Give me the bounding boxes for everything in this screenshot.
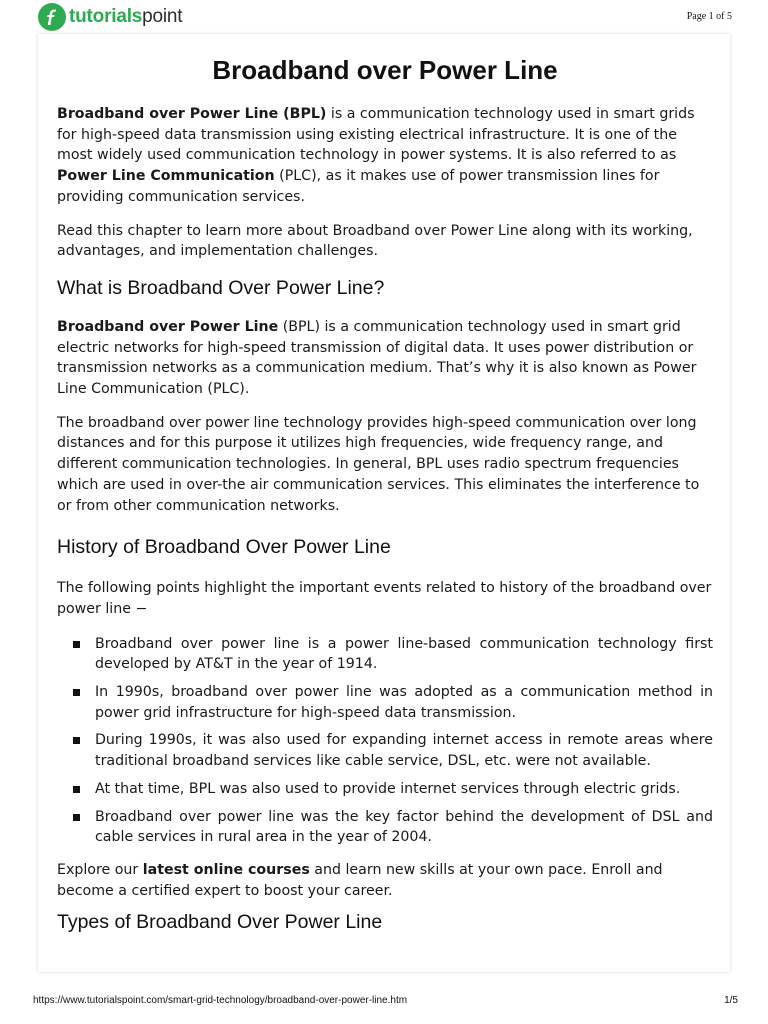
logo-suffix: point xyxy=(142,6,183,27)
square-bullet-icon xyxy=(73,689,80,696)
article-content xyxy=(57,34,713,951)
document-page xyxy=(38,34,730,972)
list-item-text: In 1990s, broadband over power line was adopted as a communication method in power grid infrastructure for high-speed data transmission. xyxy=(95,684,713,721)
footer-url: https://www.tutorialspoint.com/smart-grid-technology/broadband-over-power-line.htm xyxy=(33,995,408,1006)
history-list xyxy=(57,634,713,848)
tutorialspoint-logo[interactable] xyxy=(38,3,182,31)
what-is-paragraph-1 xyxy=(57,317,713,400)
intro-bold-plc: Power Line Communication xyxy=(57,168,275,185)
history-intro: The following points highlight the important events related to history of the broadband over power line − xyxy=(57,580,712,617)
promo-text-1: Explore our xyxy=(57,861,143,878)
latest-courses-link[interactable]: latest online courses xyxy=(142,861,310,878)
logo-text xyxy=(69,6,182,28)
list-item xyxy=(57,682,713,723)
square-bullet-icon xyxy=(73,786,80,793)
intro-text-1: is a communication technology used in smart grids for high-speed data transmission using existing electrical infrastructure. It is one of the most widely used communication technology in power systems. It is also referred to as xyxy=(57,106,695,164)
what-is-text: (BPL) is a communication technology used in smart grid electric networks for high-speed transmission of digital data. It uses power distribution or transmission networks as a communication medium. That’s why it is also known as Power Line Communication (PLC). xyxy=(57,318,697,398)
page-title: Broadband over Power Line xyxy=(212,55,558,85)
square-bullet-icon xyxy=(73,641,80,648)
list-item-text: Broadband over power line was the key factor behind the development of DSL and cable services in rural area in the year of 2004. xyxy=(95,808,713,846)
list-item-text: At that time, BPL was also used to provide internet services through electric grids. xyxy=(95,780,681,797)
intro-text-2: (PLC), as it makes use of power transmission lines for providing communication services. xyxy=(57,168,660,205)
footer-page-number: 1/5 xyxy=(724,995,738,1006)
section-heading-types: Types of Broadband Over Power Line xyxy=(57,911,383,934)
what-is-paragraph-2: The broadband over power line technology provides high-speed communication over long distances and for this purpose it utilizes high frequencies, wide frequency range, and different communication technologies. In general, BPL uses radio spectrum frequencies which are used in over-the air communication services. This eliminates the interference to or from other communication networks. xyxy=(57,414,700,514)
page-header xyxy=(0,0,768,34)
list-item-text: During 1990s, it was also used for expanding internet access in remote areas where traditional broadband services like cable service, DSL, etc. were not available. xyxy=(95,732,713,770)
page-indicator: Page 1 of 5 xyxy=(686,11,732,22)
list-item xyxy=(57,730,713,771)
read-paragraph: Read this chapter to learn more about Broadband over Power Line along with its working, advantages, and implementation challenges. xyxy=(57,222,693,260)
list-item xyxy=(57,807,713,848)
promo-text-2: and learn new skills at your own pace. Enroll and become a certified expert to boost your career. xyxy=(57,861,663,899)
list-item xyxy=(57,779,713,800)
logo-brand: tutorials xyxy=(69,6,143,27)
list-item xyxy=(57,634,713,675)
list-item-text: Broadband over power line is a power line-based communication technology first developed by AT&T in the year of 1914. xyxy=(95,635,713,673)
section-heading-what-is: What is Broadband Over Power Line? xyxy=(57,276,385,299)
square-bullet-icon xyxy=(73,814,80,821)
square-bullet-icon xyxy=(73,737,80,744)
promo-paragraph xyxy=(57,860,713,901)
section-heading-history: History of Broadband Over Power Line xyxy=(57,536,391,559)
intro-paragraph xyxy=(57,104,713,208)
intro-bold-bpl: Broadband over Power Line (BPL) xyxy=(57,106,327,122)
what-is-bold: Broadband over Power Line xyxy=(57,318,279,335)
tutorialspoint-logo-icon xyxy=(38,3,66,31)
